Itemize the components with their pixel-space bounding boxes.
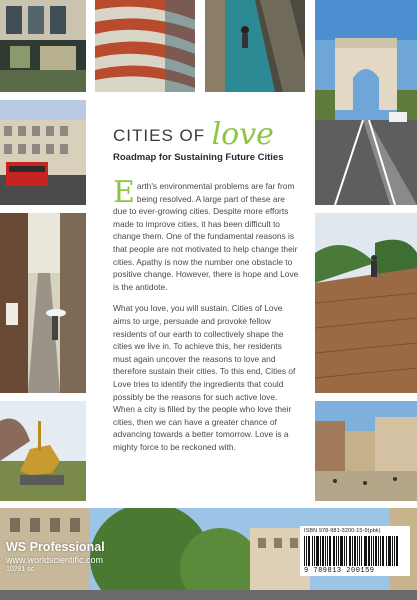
- photo-boardwalk-cyclist: [315, 213, 417, 393]
- drop-cap: E: [113, 175, 135, 210]
- photo-golden-statue: [0, 401, 86, 501]
- barcode-bar: [314, 536, 315, 566]
- barcode-bar: [394, 536, 395, 566]
- photo-alley: [0, 213, 86, 393]
- barcode-bar: [382, 536, 384, 566]
- barcode-bar: [344, 536, 345, 566]
- isbn-text: ISBN 978-981-3200-15-9(pbk): [304, 528, 381, 534]
- barcode-bar: [392, 536, 393, 566]
- barcode-bar: [373, 536, 374, 566]
- barcode-bar: [386, 536, 387, 566]
- photo-arc-de-triomphe: [315, 0, 417, 205]
- barcode-bar: [333, 536, 335, 566]
- blurb-paragraph-1-text: arth's environmental problems are far from being resolved. A large part of these are due to ever-growing cities. Despite more efforts made to improve cities, it has been difficult to change them. One of the fundamental reasons is that people are not motivated to help change their cities. Apathy is now the number one obstacle to positive change. However, there is hope and Love is the antidote.: [113, 181, 299, 292]
- publisher-block: [6, 540, 105, 573]
- barcode-bar: [354, 536, 356, 566]
- book-title: [113, 114, 274, 152]
- barcode-bar: [336, 536, 337, 566]
- photo-london-street: [0, 100, 86, 205]
- barcode-bar: [308, 536, 310, 566]
- isbn-barcode: [300, 526, 410, 576]
- barcode-bar: [361, 536, 362, 566]
- barcode-bar: [352, 536, 353, 566]
- blurb-paragraph-1: [113, 175, 301, 293]
- book-subtitle: Roadmap for Sustaining Future Cities: [113, 152, 284, 163]
- barcode-bar: [320, 536, 321, 566]
- barcode-bar: [338, 536, 339, 566]
- publisher-name: WS Professional: [6, 540, 105, 554]
- photo-balconies: [95, 0, 195, 92]
- photo-escalator: [205, 0, 305, 92]
- barcode-bar: [304, 536, 305, 566]
- barcode-bar: [329, 536, 331, 566]
- barcode-bar: [388, 536, 391, 566]
- photo-storefront: [0, 0, 86, 92]
- barcode-bar: [380, 536, 381, 566]
- barcode-bar: [346, 536, 347, 566]
- barcode-bar: [371, 536, 372, 566]
- barcode-bar: [368, 536, 370, 566]
- barcode-bar: [357, 536, 358, 566]
- barcode-bar: [306, 536, 307, 566]
- blurb: [113, 175, 301, 462]
- barcode-bar: [312, 536, 313, 566]
- barcode-bar: [349, 536, 351, 566]
- barcode-bar: [340, 536, 343, 566]
- barcode-bar: [327, 536, 328, 566]
- barcode-number: 9 789813 200159: [304, 567, 375, 575]
- barcode-bar: [359, 536, 360, 566]
- barcode-bar: [316, 536, 319, 566]
- barcode-bars: [304, 536, 406, 566]
- barcode-bar: [364, 536, 367, 566]
- barcode-bar: [375, 536, 377, 566]
- barcode-bar: [378, 536, 379, 566]
- barcode-bar: [322, 536, 324, 566]
- publisher-url: www.worldscientific.com: [6, 555, 104, 565]
- publisher-code: 10281 sc: [6, 566, 35, 573]
- photo-town-square: [315, 401, 417, 501]
- back-cover-panel: [95, 100, 305, 500]
- blurb-paragraph-2: What you love, you will sustain. Cities of Love aims to urge, persuade and provoke fellow residents of our earth to collectively shape the cities we live in. To achieve this, her residents must again uncover the reasons to love and therefore sustain their cities. To this end, Cities of Love tries to identify the ingredients that could possibly be the reasons for such active love. When a city is filled by the people who love their cities, then we can have a greater chance of advancing towards a better tomorrow. Love is a mighty force to be reckoned with.: [113, 303, 296, 452]
- barcode-bar: [325, 536, 326, 566]
- title-main: CITIES OF: [113, 126, 206, 145]
- title-script: love: [211, 117, 274, 152]
- barcode-bar: [396, 536, 398, 566]
